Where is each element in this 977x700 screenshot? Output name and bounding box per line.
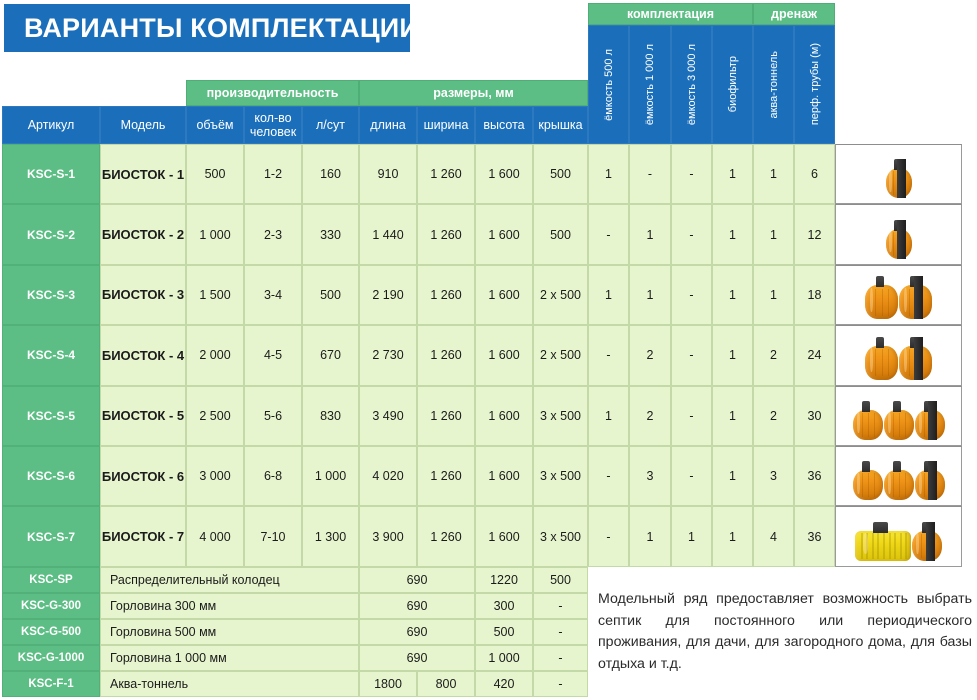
row-cell-aqua: 1 (753, 265, 794, 325)
accessory-height: 500 (475, 619, 533, 645)
row-illustration (835, 204, 962, 264)
row-cell-height: 1 600 (475, 204, 533, 264)
row-article: KSC-S-7 (2, 506, 100, 566)
row-cell-volume: 4 000 (186, 506, 244, 566)
row-cell-width: 1 260 (417, 506, 475, 566)
row-article: KSC-S-5 (2, 386, 100, 446)
row-cell-width: 1 260 (417, 204, 475, 264)
accessory-lid: - (533, 619, 588, 645)
row-cell-length: 3 900 (359, 506, 417, 566)
row-model: БИОСТОК - 5 (100, 386, 186, 446)
row-cell-pipe: 6 (794, 144, 835, 204)
row-cell-t3000: 1 (671, 506, 712, 566)
row-model: БИОСТОК - 4 (100, 325, 186, 385)
row-model: БИОСТОК - 7 (100, 506, 186, 566)
row-cell-aqua: 2 (753, 386, 794, 446)
info-note-text: Модельный ряд предоставляет возможность выбрать септик для постоянного или периодического проживания, для дачи, для загородного дома, для базы отдыха и т.д. (598, 591, 972, 672)
accessory-length: 1800 (359, 671, 417, 697)
accessory-height: 420 (475, 671, 533, 697)
group-header-dimensions: размеры, мм (359, 80, 588, 106)
row-cell-aqua: 3 (753, 446, 794, 506)
column-header-biofilter: биофильтр (712, 25, 753, 144)
accessory-span-dimension: 690 (359, 567, 475, 593)
row-cell-people: 6-8 (244, 446, 302, 506)
column-header-volume: объём (186, 106, 244, 144)
row-cell-width: 1 260 (417, 265, 475, 325)
row-cell-lpd: 500 (302, 265, 359, 325)
accessory-name: Распределительный колодец (100, 567, 359, 593)
column-header-aqua-tunnel: аква-тоннель (753, 25, 794, 144)
accessory-article: KSC-G-300 (2, 593, 100, 619)
row-cell-t3000: - (671, 144, 712, 204)
row-illustration (835, 506, 962, 566)
row-cell-length: 2 730 (359, 325, 417, 385)
accessory-span-dimension: 690 (359, 619, 475, 645)
row-cell-bio: 1 (712, 325, 753, 385)
row-cell-t1000: 1 (629, 506, 671, 566)
accessory-name: Горловина 500 мм (100, 619, 359, 645)
row-cell-bio: 1 (712, 265, 753, 325)
row-cell-lpd: 670 (302, 325, 359, 385)
row-cell-volume: 2 000 (186, 325, 244, 385)
row-cell-length: 1 440 (359, 204, 417, 264)
row-cell-length: 3 490 (359, 386, 417, 446)
row-cell-people: 4-5 (244, 325, 302, 385)
row-cell-t500: - (588, 446, 629, 506)
row-cell-t1000: - (629, 144, 671, 204)
column-header-lid: крышка (533, 106, 588, 144)
row-cell-length: 2 190 (359, 265, 417, 325)
row-cell-width: 1 260 (417, 325, 475, 385)
group-header-equipment: комплектация (588, 3, 753, 25)
row-cell-lid: 3 x 500 (533, 446, 588, 506)
row-cell-lid: 2 x 500 (533, 265, 588, 325)
row-article: KSC-S-2 (2, 204, 100, 264)
row-cell-t500: - (588, 506, 629, 566)
row-cell-t500: - (588, 204, 629, 264)
row-cell-t500: 1 (588, 386, 629, 446)
row-cell-t3000: - (671, 204, 712, 264)
page-title-text: ВАРИАНТЫ КОМПЛЕКТАЦИИ (24, 12, 420, 43)
column-header-litres-day: л/сут (302, 106, 359, 144)
column-header-perf-pipe: перф. трубы (м) (794, 25, 835, 144)
row-cell-people: 5-6 (244, 386, 302, 446)
column-header-width: ширина (417, 106, 475, 144)
row-cell-height: 1 600 (475, 446, 533, 506)
row-cell-pipe: 30 (794, 386, 835, 446)
row-cell-height: 1 600 (475, 506, 533, 566)
row-cell-lpd: 830 (302, 386, 359, 446)
column-header-tank-500: ёмкость 500 л (588, 25, 629, 144)
row-cell-lpd: 1 000 (302, 446, 359, 506)
column-header-people (244, 106, 302, 144)
row-cell-length: 4 020 (359, 446, 417, 506)
page-title (4, 4, 420, 52)
row-article: KSC-S-1 (2, 144, 100, 204)
row-cell-width: 1 260 (417, 144, 475, 204)
row-cell-t1000: 1 (629, 265, 671, 325)
row-illustration (835, 386, 962, 446)
row-cell-pipe: 36 (794, 506, 835, 566)
row-cell-bio: 1 (712, 446, 753, 506)
row-cell-people: 1-2 (244, 144, 302, 204)
column-header-model: Модель (100, 106, 186, 144)
row-cell-pipe: 12 (794, 204, 835, 264)
accessory-lid: 500 (533, 567, 588, 593)
row-cell-aqua: 4 (753, 506, 794, 566)
accessory-span-dimension: 690 (359, 645, 475, 671)
row-cell-t1000: 2 (629, 386, 671, 446)
accessory-height: 300 (475, 593, 533, 619)
row-cell-pipe: 18 (794, 265, 835, 325)
row-cell-height: 1 600 (475, 325, 533, 385)
row-cell-lid: 500 (533, 144, 588, 204)
row-illustration (835, 144, 962, 204)
column-header-length: длина (359, 106, 417, 144)
row-cell-bio: 1 (712, 144, 753, 204)
row-cell-height: 1 600 (475, 144, 533, 204)
accessory-height: 1 000 (475, 645, 533, 671)
row-cell-volume: 1 000 (186, 204, 244, 264)
accessory-width: 800 (417, 671, 475, 697)
column-header-people-line1: кол-во (254, 111, 292, 125)
accessory-lid: - (533, 671, 588, 697)
row-cell-lpd: 1 300 (302, 506, 359, 566)
row-cell-lpd: 330 (302, 204, 359, 264)
column-header-height: высота (475, 106, 533, 144)
row-cell-width: 1 260 (417, 446, 475, 506)
row-model: БИОСТОК - 6 (100, 446, 186, 506)
row-cell-aqua: 1 (753, 204, 794, 264)
row-cell-aqua: 1 (753, 144, 794, 204)
row-cell-people: 3-4 (244, 265, 302, 325)
row-cell-lid: 500 (533, 204, 588, 264)
row-cell-people: 7-10 (244, 506, 302, 566)
row-cell-t500: 1 (588, 144, 629, 204)
row-article: KSC-S-6 (2, 446, 100, 506)
row-cell-t3000: - (671, 386, 712, 446)
row-cell-t3000: - (671, 325, 712, 385)
group-header-drainage: дренаж (753, 3, 835, 25)
row-illustration (835, 446, 962, 506)
row-cell-volume: 2 500 (186, 386, 244, 446)
accessory-lid: - (533, 593, 588, 619)
row-model: БИОСТОК - 2 (100, 204, 186, 264)
column-header-people-line2: человек (249, 125, 297, 139)
row-cell-t3000: - (671, 265, 712, 325)
row-cell-t500: 1 (588, 265, 629, 325)
row-cell-t3000: - (671, 446, 712, 506)
accessory-article: KSC-SP (2, 567, 100, 593)
row-article: KSC-S-3 (2, 265, 100, 325)
row-cell-height: 1 600 (475, 265, 533, 325)
row-cell-aqua: 2 (753, 325, 794, 385)
accessory-name: Горловина 300 мм (100, 593, 359, 619)
accessory-name: Аква-тоннель (100, 671, 359, 697)
accessory-lid: - (533, 645, 588, 671)
row-cell-bio: 1 (712, 506, 753, 566)
accessory-name: Горловина 1 000 мм (100, 645, 359, 671)
row-model: БИОСТОК - 3 (100, 265, 186, 325)
row-article: KSC-S-4 (2, 325, 100, 385)
row-cell-lid: 3 x 500 (533, 386, 588, 446)
row-cell-pipe: 24 (794, 325, 835, 385)
row-cell-volume: 500 (186, 144, 244, 204)
row-cell-t1000: 2 (629, 325, 671, 385)
row-cell-bio: 1 (712, 204, 753, 264)
row-cell-t500: - (588, 325, 629, 385)
column-header-tank-1000: ёмкость 1 000 л (629, 25, 671, 144)
accessory-article: KSC-G-1000 (2, 645, 100, 671)
row-cell-t1000: 3 (629, 446, 671, 506)
row-model: БИОСТОК - 1 (100, 144, 186, 204)
accessory-article: KSC-G-500 (2, 619, 100, 645)
row-cell-t1000: 1 (629, 204, 671, 264)
row-cell-lid: 3 x 500 (533, 506, 588, 566)
row-cell-lid: 2 x 500 (533, 325, 588, 385)
accessory-article: KSC-F-1 (2, 671, 100, 697)
row-cell-length: 910 (359, 144, 417, 204)
column-header-article: Артикул (2, 106, 100, 144)
row-cell-volume: 1 500 (186, 265, 244, 325)
row-cell-lpd: 160 (302, 144, 359, 204)
row-cell-bio: 1 (712, 386, 753, 446)
column-header-tank-3000: ёмкость 3 000 л (671, 25, 712, 144)
row-cell-height: 1 600 (475, 386, 533, 446)
row-illustration (835, 265, 962, 325)
group-header-performance: производительность (186, 80, 359, 106)
row-illustration (835, 325, 962, 385)
row-cell-volume: 3 000 (186, 446, 244, 506)
accessory-height: 1220 (475, 567, 533, 593)
row-cell-people: 2-3 (244, 204, 302, 264)
row-cell-width: 1 260 (417, 386, 475, 446)
accessory-span-dimension: 690 (359, 593, 475, 619)
info-note (598, 589, 972, 693)
row-cell-pipe: 36 (794, 446, 835, 506)
